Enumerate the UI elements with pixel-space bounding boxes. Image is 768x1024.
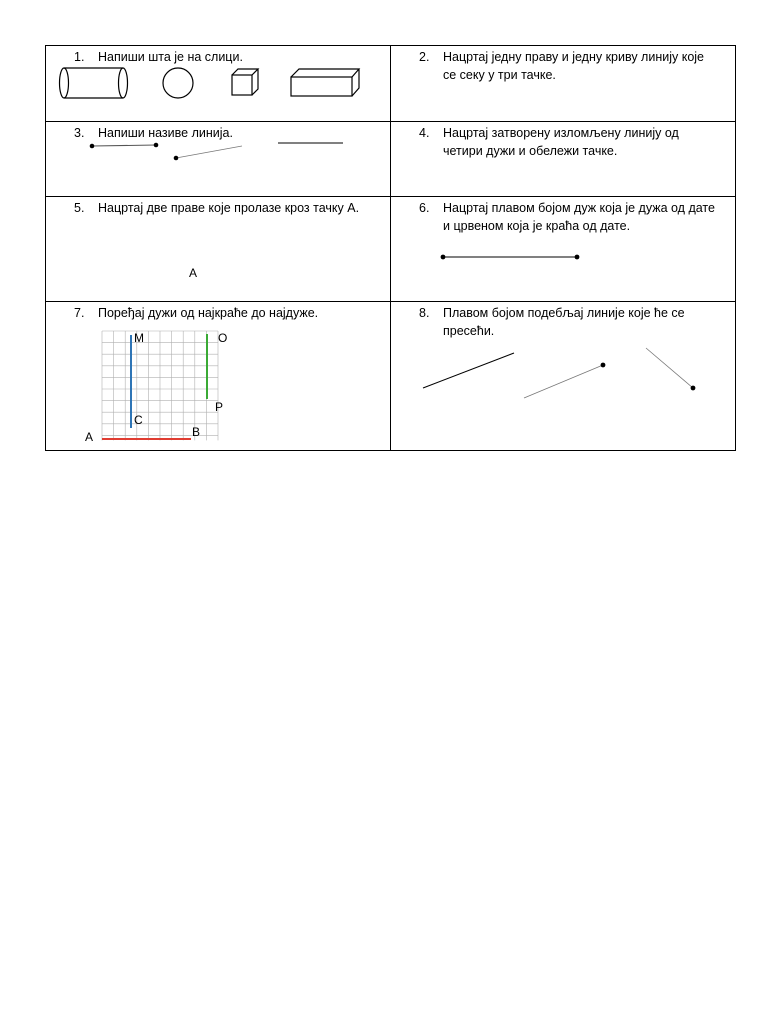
cylinder-shape	[60, 68, 128, 98]
line-types-figure	[46, 122, 391, 196]
circle-shape	[163, 68, 193, 98]
given-segment	[441, 255, 580, 260]
cuboid-shape	[291, 69, 359, 96]
point-a-label: А	[189, 266, 198, 280]
task-number: 5.	[74, 201, 85, 215]
point-b-label: B	[192, 425, 201, 439]
task-number: 3.	[74, 126, 85, 140]
ray-2	[524, 363, 605, 398]
task-number: 6.	[419, 201, 430, 215]
task-2-instruction	[419, 49, 719, 84]
task-number: 1.	[74, 50, 85, 64]
ray-line	[174, 146, 242, 160]
task-4-instruction	[419, 125, 719, 160]
task-text: Плавом бојом подебљај линије које ће се пресећи.	[443, 306, 685, 338]
solid-shapes-figure	[46, 46, 391, 121]
point-m-label: M	[134, 331, 144, 345]
point-p-label: P	[215, 400, 224, 414]
task-number: 7.	[74, 306, 85, 320]
square-grid	[102, 331, 218, 440]
point-o-label: O	[218, 331, 228, 345]
task-text: Нацртај затворену изломљену линију од четири дужи и обележи тачке.	[443, 126, 679, 158]
task-cell-2	[391, 46, 736, 122]
task-text: Напиши називе линија.	[98, 126, 233, 140]
task-5-instruction	[74, 200, 374, 218]
cube-shape	[232, 69, 258, 95]
worksheet	[45, 45, 736, 451]
task-number: 2.	[419, 50, 430, 64]
grid-segments-figure	[46, 302, 391, 450]
task-cell-1	[46, 46, 391, 122]
task-cell-5	[46, 197, 391, 302]
line-1	[423, 353, 514, 388]
lines-figure	[391, 302, 736, 450]
task-cell-6	[391, 197, 736, 302]
segment-line	[90, 143, 159, 149]
ray-3	[646, 348, 695, 390]
task-number: 4.	[419, 126, 430, 140]
task-text: Напиши шта је на слици.	[98, 50, 243, 64]
task-cell-8	[391, 302, 736, 451]
point-a-label: A	[85, 430, 94, 444]
given-segment-figure	[391, 197, 736, 301]
task-cell-7	[46, 302, 391, 451]
tasks-table	[45, 45, 736, 451]
task-text: Поређај дужи од најкраће до најдуже.	[98, 306, 319, 320]
task-text: Нацртај једну праву и једну криву линију које се секу у три тачке.	[443, 50, 705, 82]
task-text: Нацртај две праве које пролазе кроз тачку А.	[98, 201, 360, 215]
task-cell-3	[46, 122, 391, 197]
task-text: Нацртај плавом бојом дуж која је дужа од дате и црвеном која је краћа од дате.	[443, 201, 715, 233]
point-c-label: C	[134, 413, 143, 427]
task-cell-4	[391, 122, 736, 197]
task-number: 8.	[419, 306, 430, 320]
